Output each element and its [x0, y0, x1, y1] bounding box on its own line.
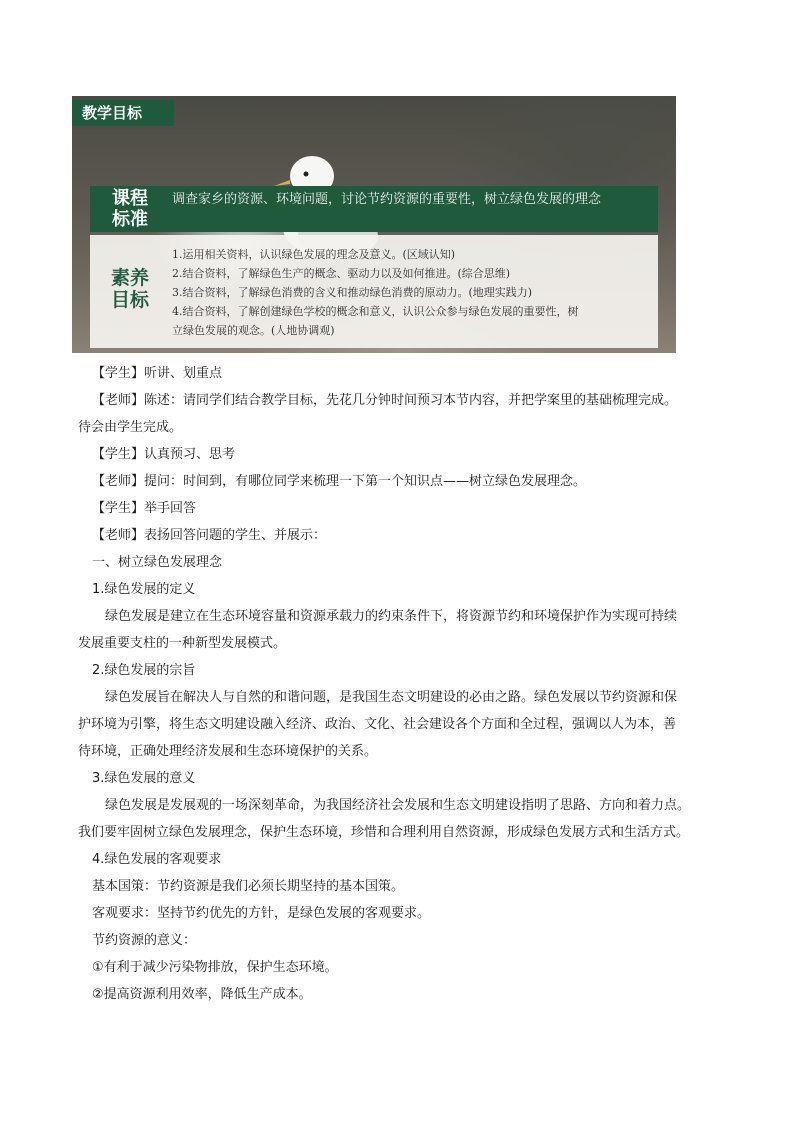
paragraph: 基本国策：节约资源是我们必须长期坚持的基本国策。 [92, 879, 405, 894]
paragraph: 节约资源的意义： [92, 933, 197, 948]
paragraph: 绿色发展是发展观的一场深刻革命，为我国经济社会发展和生态文明建设指明了思路、方向和着力点。 [105, 798, 691, 813]
goal-item: 2.结合资料，了解绿色生产的概念、驱动力以及如何推进。(综合思维) [172, 267, 511, 280]
paragraph: 【学生】举手回答 [92, 501, 197, 516]
paragraph: 【学生】听讲、划重点 [92, 366, 223, 381]
paragraph: 待会由学生完成。 [78, 420, 183, 435]
course-standard-text: 调查家乡的资源、环境问题，讨论节约资源的重要性，树立绿色发展的理念 [172, 192, 602, 207]
lesson-content [78, 360, 732, 1008]
banner-title: 教学目标 [72, 100, 174, 126]
paragraph: 我们要牢固树立绿色发展理念，保护生态环境，珍惜和合理利用自然资源，形成绿色发展方式和生活方式。 [78, 825, 690, 840]
paragraph: 客观要求：坚持节约优先的方针，是绿色发展的客观要求。 [92, 906, 431, 921]
subsection-heading: 1.绿色发展的定义 [92, 582, 196, 597]
goal-item: 立绿色发展的观念。(人地协调观) [172, 324, 335, 337]
goal-item: 3.结合资料，了解绿色消费的含义和推动绿色消费的原动力。(地理实践力) [172, 286, 533, 299]
paragraph: 护环境为引擎，将生态文明建设融入经济、政治、文化、社会建设各个方面和全过程，强调以人为本，善 [78, 717, 677, 732]
goal-item: 4.结合资料，了解创建绿色学校的概念和意义，认识公众参与绿色发展的重要性，树 [172, 305, 579, 318]
course-standard-label: 课程 标准 [112, 188, 148, 230]
subsection-heading: 4.绿色发展的客观要求 [92, 852, 222, 867]
literacy-goals-row [90, 235, 658, 348]
literacy-goals-list [172, 245, 650, 340]
paragraph: 【老师】陈述：请同学们结合教学目标，先花几分钟时间预习本节内容，并把学案里的基础梳理完成。 [92, 393, 678, 408]
paragraph: 【学生】认真预习、思考 [92, 447, 236, 462]
section-heading: 一、树立绿色发展理念 [92, 555, 223, 570]
literacy-goals-label: 素养 目标 [110, 267, 149, 311]
paragraph: 待环境，正确处理经济发展和生态环境保护的关系。 [78, 744, 378, 759]
list-item: ①有利于减少污染物排放，保护生态环境。 [92, 960, 338, 975]
goal-item: 1.运用相关资料，认识绿色发展的理念及意义。(区域认知) [172, 248, 456, 261]
course-standard-row [90, 186, 658, 232]
subsection-heading: 3.绿色发展的意义 [92, 771, 196, 786]
teaching-goals-banner [72, 96, 676, 353]
paragraph: 【老师】表扬回答问题的学生、并展示： [92, 528, 327, 543]
list-item: ②提高资源利用效率，降低生产成本。 [92, 987, 312, 1002]
subsection-heading: 2.绿色发展的宗旨 [92, 663, 196, 678]
paragraph: 绿色发展旨在解决人与自然的和谐问题，是我国生态文明建设的必由之路。绿色发展以节约资源和保 [105, 690, 678, 705]
paragraph: 【老师】提问：时间到，有哪位同学来梳理一下第一个知识点——树立绿色发展理念。 [92, 474, 587, 489]
paragraph: 绿色发展是建立在生态环境容量和资源承载力的约束条件下，将资源节约和环境保护作为实现可持续 [105, 609, 678, 624]
paragraph: 发展重要支柱的一种新型发展模式。 [78, 636, 287, 651]
